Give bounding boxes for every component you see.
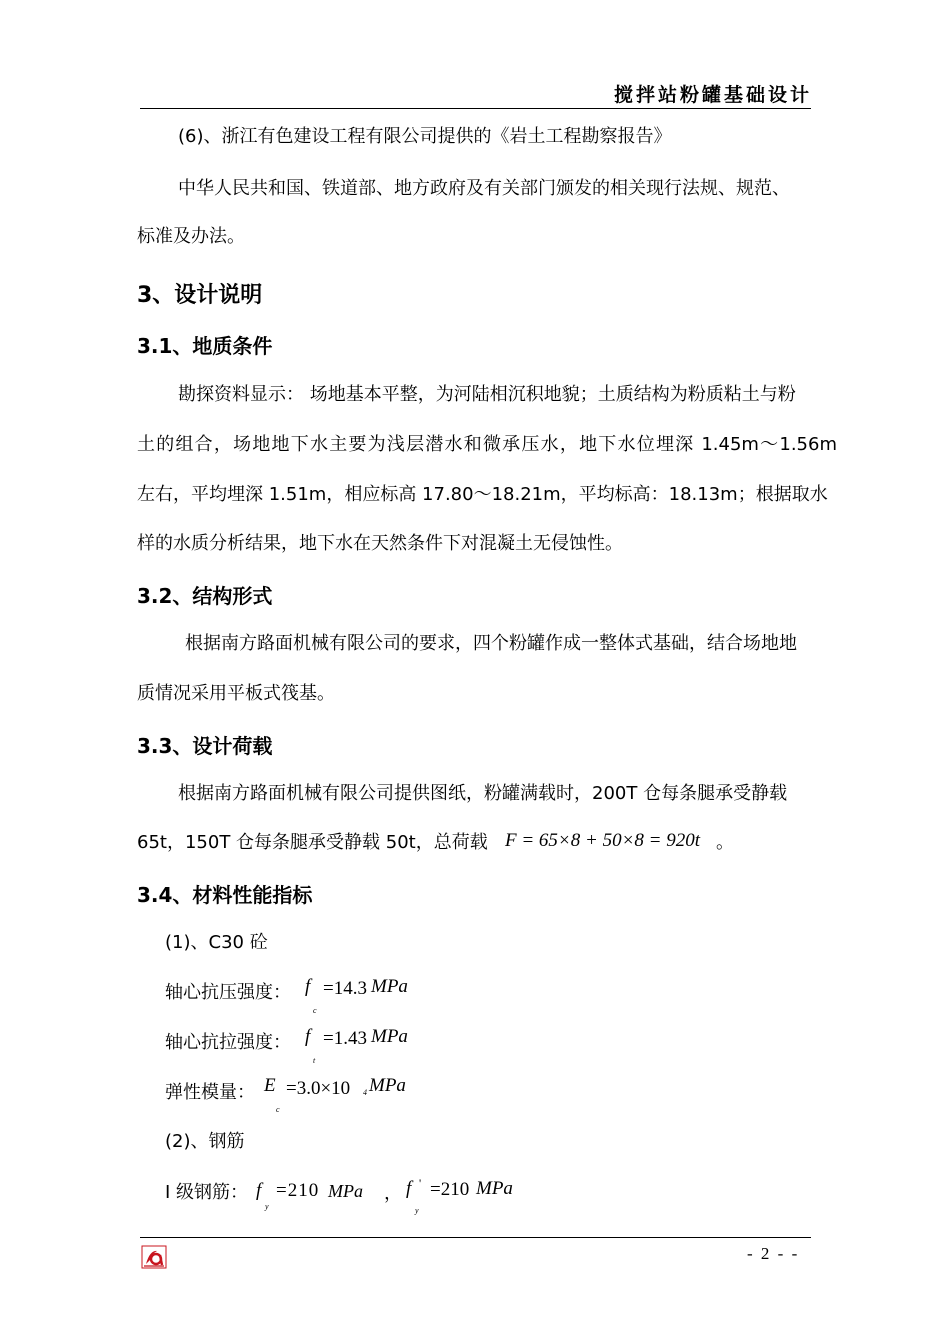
geology-line-2: 土的组合，场地地下水主要为浅层潜水和微承压水，地下水位埋深 1.45m～1.56m — [137, 434, 837, 455]
section-3-4-heading: 3.4、材料性能指标 — [137, 883, 313, 907]
section-3-2-heading: 3.2、结构形式 — [137, 584, 273, 608]
ft-symbol: f — [305, 1026, 311, 1047]
fc-symbol: f — [305, 976, 311, 997]
ec-symbol: E — [264, 1075, 276, 1096]
rebar-label: (2)、钢筋 — [165, 1131, 245, 1152]
ft-subscript: t — [313, 1056, 316, 1065]
fy-prime-mark: ' — [419, 1176, 422, 1190]
section-3-3-heading: 3.3、设计荷载 — [137, 734, 273, 758]
structure-line-2: 质情况采用平板式筏基。 — [137, 683, 335, 704]
grade-1-rebar-label: I 级钢筋： — [165, 1182, 249, 1203]
section-3-1-heading: 3.1、地质条件 — [137, 334, 273, 358]
ec-exponent: 4 — [363, 1088, 367, 1097]
geology-line-3: 左右，平均埋深 1.51m，相应标高 17.80～18.21m，平均标高：18.13m；根据取水 — [137, 484, 828, 505]
fy-prime-unit: MPa — [476, 1178, 513, 1199]
axial-compressive-label: 轴心抗压强度： — [165, 982, 291, 1003]
formula-period: 。 — [716, 832, 734, 853]
ec-unit: MPa — [369, 1075, 406, 1096]
fc-value: =14.3 — [323, 978, 367, 999]
laws-line-1: 中华人民共和国、铁道部、地方政府及有关部门颁发的相关现行法规、规范、 — [178, 178, 790, 199]
total-load-formula: F = 65×8 + 50×8 = 920t — [505, 830, 700, 851]
fc-subscript: c — [313, 1006, 317, 1015]
fy-subscript: y — [265, 1202, 269, 1211]
axial-tensile-label: 轴心抗拉强度： — [165, 1032, 291, 1053]
fy-prime-symbol: f — [406, 1178, 412, 1199]
fy-unit: MPa — [328, 1181, 363, 1201]
load-line-2: 65t，150T 仓每条腿承受静载 50t，总荷载 — [137, 832, 488, 853]
load-line-1: 根据南方路面机械有限公司提供图纸，粉罐满载时，200T 仓每条腿承受静载 — [178, 783, 788, 804]
geology-line-1: 勘探资料显示： 场地基本平整，为河陆相沉积地貌；土质结构为粉质粘土与粉 — [178, 384, 796, 405]
fy-prime-value: =210 — [430, 1179, 470, 1200]
header-rule — [140, 108, 811, 109]
elastic-modulus-label: 弹性模量： — [165, 1082, 255, 1103]
laws-line-2: 标准及办法。 — [137, 226, 245, 247]
footer-rule — [140, 1237, 811, 1238]
fy-value: =210 — [276, 1180, 320, 1201]
concrete-c30-label: (1)、C30 砼 — [165, 932, 268, 953]
fc-unit: MPa — [371, 976, 408, 997]
fy-prime-subscript: y — [415, 1206, 419, 1215]
ft-value: =1.43 — [323, 1028, 367, 1049]
comma-separator: ， — [384, 1183, 402, 1204]
ec-value: =3.0×10 — [286, 1078, 351, 1099]
ec-subscript: c — [276, 1105, 280, 1114]
ft-unit: MPa — [371, 1026, 408, 1047]
reference-item-6: (6)、浙江有色建设工程有限公司提供的《岩土工程勘察报告》 — [178, 126, 672, 147]
structure-line-1: 根据南方路面机械有限公司的要求，四个粉罐作成一整体式基础，结合场地地 — [185, 633, 797, 654]
page-number: - 2 - - — [747, 1244, 800, 1263]
page-header-title: 搅拌站粉罐基础设计 — [614, 84, 813, 106]
geology-line-4: 样的水质分析结果，地下水在天然条件下对混凝土无侵蚀性。 — [137, 533, 623, 554]
section-3-heading: 3、设计说明 — [137, 283, 263, 308]
company-logo-icon — [141, 1245, 167, 1269]
fy-symbol: f — [256, 1180, 262, 1201]
